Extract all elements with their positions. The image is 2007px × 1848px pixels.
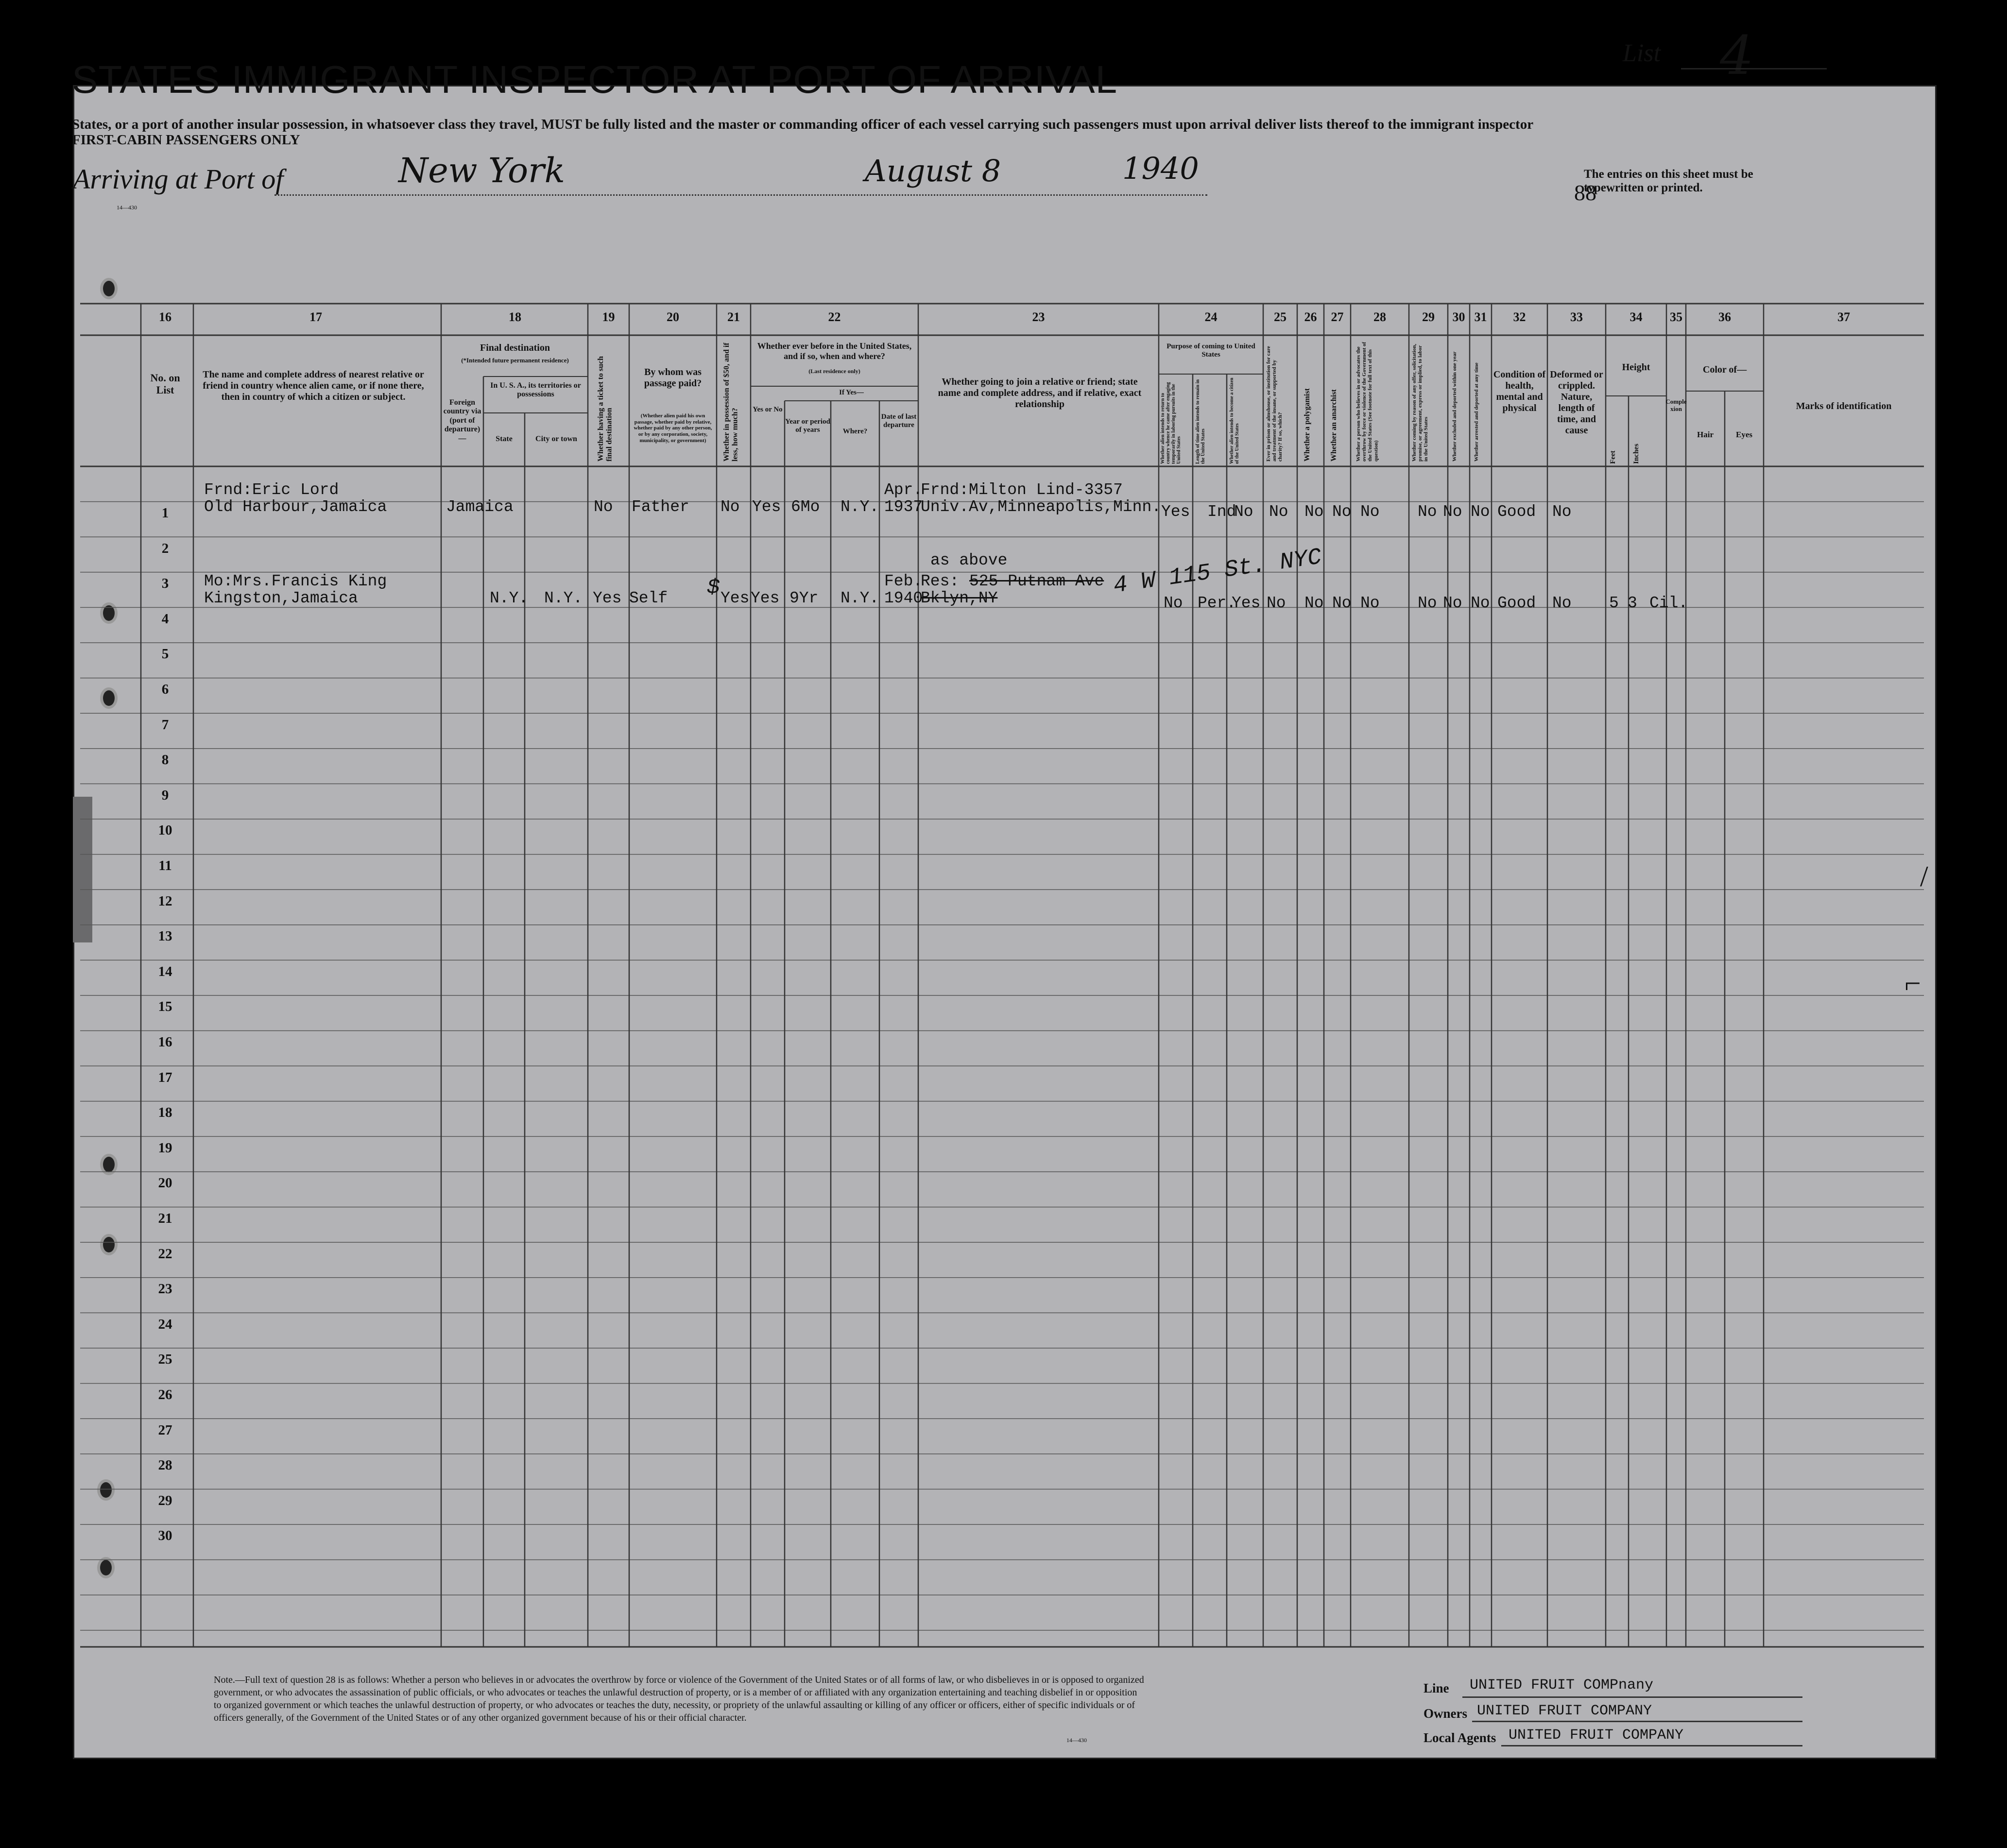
header-passage-paid: By whom was passage paid? — [644, 367, 702, 389]
footnote-question-28: Note.—Full text of question 28 is as follows: Whether a person who believes in or advocates the overthrow by force or violence of the Government of the United States or of all forms of law, or who disbelieves in or is opposed to organized government, or who advocates the assassination of public officials, or who advocates or teaches the unlawful destruction of property, or is a member of or affiliated with any organization entertaining and teaching disbelief in or opposition to organized government or which teaches the unlawful destruction of property, or who advocates or teaches the duty, necessity, or propriety of the unlawful assaulting or killing of any officer or officers, either of specific individuals or of officers generally, of the Government of the United States or of any other organized government because of his or their official character. — [214, 1675, 1144, 1723]
r1-deformed: No — [1552, 503, 1572, 521]
r3-state: N.Y. — [490, 589, 529, 607]
footnote-form-number: 14—430 — [1066, 1737, 1087, 1744]
r3-join-res-label: Res: — [921, 572, 960, 590]
colnum-29: 29 — [1422, 310, 1435, 324]
r3-join-address-struck: 525 Putnam Ave — [969, 572, 1104, 590]
header-money: Whether in possession of $50, and if less, how much? — [722, 342, 739, 462]
colnum-17: 17 — [309, 310, 322, 324]
header-polygamist: Whether a polygamist — [1303, 388, 1311, 462]
row-number: 29 — [158, 1492, 172, 1508]
footer-owners-label: Owners — [1424, 1706, 1467, 1721]
colnum-32: 32 — [1513, 310, 1526, 324]
r3-paid-by: Self — [629, 589, 668, 607]
header-ever-before: Whether ever before in the United States, and if so, when and where? — [757, 341, 912, 361]
r3-health: Good — [1497, 594, 1536, 612]
arriving-label: Arriving at Port of — [73, 163, 284, 195]
r1-labor-offer: No — [1418, 503, 1437, 521]
row-number: 16 — [158, 1034, 172, 1050]
header-arrested: Whether arrested and deported at any time — [1474, 362, 1479, 462]
margin-pencil-mark-icon: / — [1920, 860, 1928, 892]
colnum-18: 18 — [509, 310, 521, 324]
header-feet: Feet — [1609, 450, 1617, 464]
row-number: 24 — [158, 1316, 172, 1332]
colnum-34: 34 — [1630, 310, 1643, 324]
row-number: 18 — [158, 1105, 172, 1121]
header-final-destination-note: (*Intended future permanent residence) — [461, 357, 569, 364]
header-marks: Marks of identification — [1796, 401, 1892, 411]
r1-polygamist: No — [1304, 503, 1324, 521]
row-number: 8 — [161, 752, 169, 768]
colnum-31: 31 — [1474, 310, 1487, 324]
r3-city: N.Y. — [544, 589, 583, 607]
r3-money-mark: $ — [707, 576, 720, 600]
colnum-19: 19 — [602, 310, 615, 324]
header-return: Whether alien intends to return to country whence he came after engaging temporarily in laboring pursuits in the United States — [1160, 382, 1182, 464]
r1-relative-address: Old Harbour,Jamaica — [204, 498, 387, 516]
r3-length: Per. — [1198, 594, 1236, 612]
row-number: 23 — [158, 1281, 172, 1297]
r1-before: Yes — [752, 498, 781, 516]
r3-before: Yes — [751, 589, 780, 607]
header-passage-paid-note: (Whether alien paid his own passage, whether paid by relative, whether paid by any other person, or by any corporation, society, municipality, or government) — [634, 413, 712, 444]
row-number: 12 — [158, 893, 172, 909]
colnum-24: 24 — [1204, 310, 1218, 324]
header-purpose: Purpose of coming to United States — [1166, 342, 1255, 359]
header-become-citizen: Whether alien intends to become a citizen of the United States — [1229, 377, 1240, 464]
r3-return: No — [1164, 594, 1183, 612]
row-number: 20 — [158, 1175, 172, 1191]
r3-money: Yes — [720, 589, 750, 607]
form-subtitle: States, or a port of another insular possession, in whatsoever class they travel, MUST be fully listed and the master or commanding officer of each vessel carrying such passengers must upon arrival deliver lists thereof to the immigrant inspector — [72, 117, 1534, 132]
r3-handwritten-address: 4 W 115 St. NYC — [1112, 544, 1323, 599]
colnum-22: 22 — [828, 310, 841, 324]
header-overthrow: Whether a person who believes in or advocates the overthrow by force or violence of the Government of the United States (See footnote for full text of this question) — [1355, 342, 1379, 462]
r3-height-inches: 3 — [1628, 594, 1637, 612]
footer-line-label: Line — [1424, 1681, 1449, 1695]
header-period: Year or period of years — [785, 418, 830, 434]
row-number: 27 — [158, 1422, 172, 1438]
header-going-to-join: Whether going to join a relative or friend; state name and complete address, and if relative, exact relationship — [938, 376, 1142, 410]
header-no-on-list: No. on List — [150, 372, 180, 396]
footer-owners-rule — [1472, 1721, 1802, 1722]
header-last-residence: (Last residence only) — [808, 368, 860, 375]
r1-where: N.Y. — [841, 498, 879, 516]
row-number: 9 — [161, 787, 169, 803]
header-yes-no: Yes or No — [753, 406, 783, 413]
r1-excluded: No — [1443, 503, 1462, 521]
r1-overthrow: No — [1360, 503, 1380, 521]
r3-period: 9Yr — [789, 589, 819, 607]
header-hair: Hair — [1697, 430, 1714, 439]
r3-anarchist: No — [1332, 594, 1352, 612]
row-number: 19 — [158, 1140, 172, 1156]
row-lines — [80, 502, 1924, 1630]
form-number: 14—430 — [117, 204, 137, 211]
footer-agents-value: UNITED FRUIT COMPANY — [1509, 1727, 1684, 1744]
colnum-28: 28 — [1373, 310, 1386, 324]
r3-polygamist: No — [1304, 594, 1324, 612]
r3-excluded: No — [1443, 594, 1462, 612]
r1-relative-name: Frnd:Eric Lord — [204, 481, 339, 499]
r3-arrested: No — [1471, 594, 1490, 612]
header-height: Height — [1622, 362, 1650, 373]
row-number: 21 — [158, 1211, 172, 1226]
colnum-25: 25 — [1274, 310, 1287, 324]
r1-prison: No — [1269, 503, 1288, 521]
colnum-36: 36 — [1718, 310, 1731, 324]
arrival-port: New York — [398, 151, 565, 190]
margin-pencil-mark-icon: ⌐ — [1904, 967, 1921, 999]
row-number: 13 — [158, 928, 172, 944]
list-number: 4 — [1720, 24, 1754, 86]
row-number: 22 — [158, 1246, 172, 1262]
row-number: 7 — [161, 717, 169, 733]
header-foreign-country: Foreign country via (port of departure)— — [443, 398, 481, 443]
footer-agents-label: Local Agents — [1424, 1730, 1496, 1745]
row-number: 26 — [158, 1387, 172, 1403]
header-city: City or town — [535, 435, 577, 443]
r3-departure-month: Feb. — [884, 572, 923, 590]
row-number: 10 — [158, 822, 172, 838]
r3-overthrow: No — [1360, 594, 1380, 612]
header-eyes: Eyes — [1736, 430, 1752, 439]
r1-foreign-country: Jamaica — [446, 498, 514, 516]
r1-return: Yes — [1161, 503, 1190, 521]
r1-join-name: Frnd:Milton Lind-3357 — [921, 481, 1123, 499]
footer-agents-rule — [1501, 1745, 1802, 1746]
row-number: 6 — [161, 682, 169, 697]
colnum-20: 20 — [667, 310, 679, 324]
row-number: 2 — [161, 540, 169, 556]
row-number: 4 — [161, 611, 169, 627]
r1-health: Good — [1497, 503, 1536, 521]
colnum-30: 30 — [1452, 310, 1465, 324]
form-title: STATES IMMIGRANT INSPECTOR AT PORT OF ARRIVAL — [72, 58, 1118, 101]
r3-join-city: Bklyn,NY — [921, 589, 998, 607]
row-number: 1 — [161, 505, 169, 521]
arrival-date: August 8 — [865, 153, 1001, 188]
r3-complexion: Cil. — [1649, 594, 1688, 612]
r1-arrested: No — [1471, 503, 1490, 521]
header-usa: In U. S. A., its territories or possessions — [490, 381, 581, 399]
r1-citizen: No — [1234, 503, 1253, 521]
row-number: 17 — [158, 1069, 172, 1085]
r3-relative-name: Mo:Mrs.Francis King — [204, 572, 387, 590]
colnum-27: 27 — [1331, 310, 1344, 324]
colnum-35: 35 — [1670, 310, 1682, 324]
header-if-yes: If Yes— — [839, 389, 864, 396]
header-anarchist: Whether an anarchist — [1330, 389, 1338, 462]
colnum-33: 33 — [1570, 310, 1583, 324]
r3-departure-year: 1940 — [884, 589, 923, 607]
colnum-21: 21 — [727, 310, 740, 324]
colnum-23: 23 — [1032, 310, 1045, 324]
r3-join-as-above: as above — [930, 551, 1008, 569]
r3-citizen: Yes — [1232, 594, 1261, 612]
row-number: 5 — [161, 646, 169, 662]
colnum-16: 16 — [159, 310, 172, 324]
r1-ticket: No — [594, 498, 613, 516]
header-labor-offer: Whether coming by reason of any offer, solicitation, promise, or agreement, express or implied, to labor in the United States — [1411, 343, 1429, 462]
passenger-class: FIRST-CABIN PASSENGERS ONLY — [72, 132, 300, 148]
r3-where: N.Y. — [841, 589, 879, 607]
r1-length: Ind — [1207, 503, 1236, 521]
r3-height-feet: 5 — [1609, 594, 1619, 612]
r3-relative-address: Kingston,Jamaica — [204, 589, 358, 607]
header-last-departure: Date of last departure — [881, 413, 917, 429]
row-number: 3 — [161, 576, 169, 592]
r1-departure-year: 1937 — [884, 498, 923, 516]
header-final-destination: Final destination — [480, 342, 550, 353]
header-complexion: Complexion — [1665, 398, 1687, 412]
header-color-of: Color of— — [1702, 364, 1747, 375]
r1-period: 6Mo — [791, 498, 820, 516]
header-prison: Ever in prison or almshouse, or institution for care and treatment of the insane, or supported by charity? If so, which? — [1266, 346, 1284, 462]
typewritten-instruction: The entries on this sheet must be typewritten or printed. — [1584, 168, 1753, 194]
footer-line-rule — [1462, 1696, 1802, 1698]
r1-join-address: Univ.Av,Minneapolis,Minn. — [921, 498, 1162, 516]
r1-anarchist: No — [1332, 503, 1352, 521]
r3-deformed: No — [1552, 594, 1572, 612]
header-nearest-relative: The name and complete address of nearest relative or friend in country whence alien came, or if none there, then in country of which a citizen or subject. — [203, 369, 424, 402]
colnum-37: 37 — [1837, 310, 1850, 324]
r3-ticket: Yes — [593, 589, 622, 607]
row-number: 25 — [158, 1352, 172, 1368]
header-deformed: Deformed or crippled. Nature, length of time, and cause — [1550, 369, 1603, 436]
list-label: List — [1623, 39, 1661, 67]
r3-labor-offer: No — [1418, 594, 1437, 612]
header-length-of-stay: Length of time alien intends to remain in the United States — [1195, 379, 1206, 464]
footer-line-value: UNITED FRUIT COMPnany — [1470, 1677, 1654, 1694]
header-where: Where? — [842, 428, 868, 435]
colnum-26: 26 — [1304, 310, 1317, 324]
row-number: 28 — [158, 1457, 172, 1473]
header-inches: Inches — [1632, 444, 1640, 464]
footer-owners-value: UNITED FRUIT COMPANY — [1477, 1703, 1652, 1719]
row-number: 14 — [158, 963, 172, 979]
header-excluded: Whether excluded and deported within one year — [1452, 351, 1458, 462]
header-health: Condition of health, mental and physical — [1493, 369, 1546, 413]
r1-departure-month: Apr. — [884, 481, 923, 499]
row-number: 15 — [158, 999, 172, 1015]
sheet-number: 88 — [1574, 180, 1596, 205]
row-number: 11 — [158, 858, 172, 873]
row-number: 30 — [158, 1528, 172, 1544]
r1-money: No — [720, 498, 740, 516]
header-state: State — [496, 435, 513, 443]
r1-paid-by: Father — [632, 498, 689, 516]
header-ticket: Whether having a ticket to such final destination — [597, 356, 614, 462]
r3-prison: No — [1267, 594, 1286, 612]
arrival-year: 1940 — [1122, 151, 1199, 186]
